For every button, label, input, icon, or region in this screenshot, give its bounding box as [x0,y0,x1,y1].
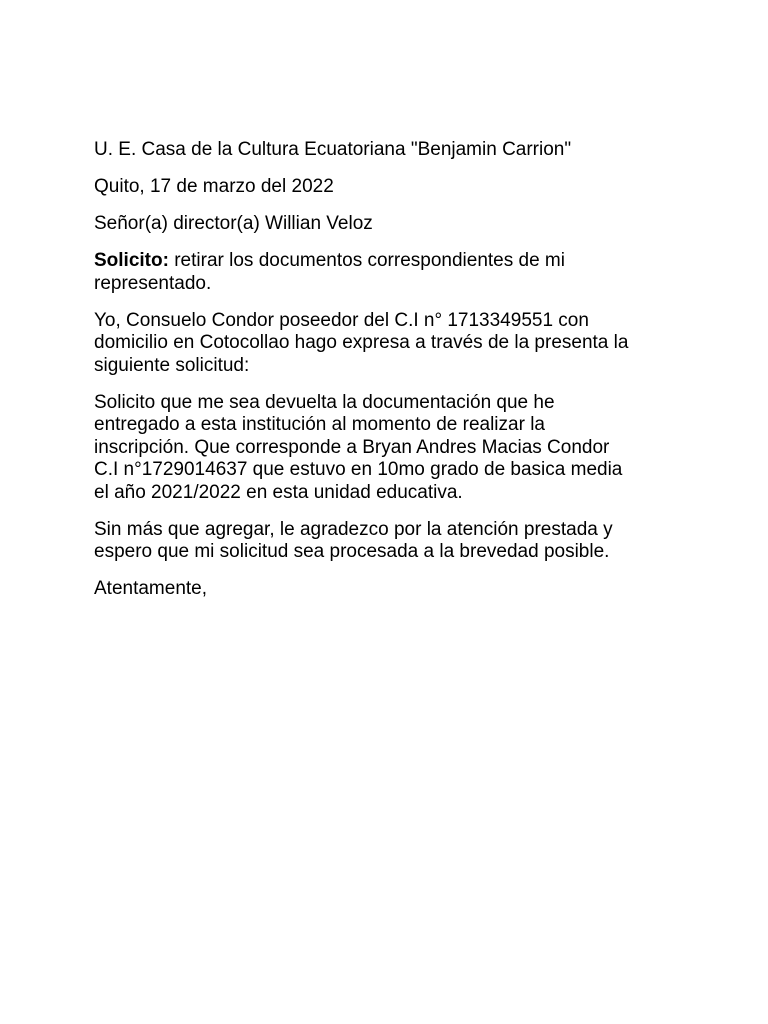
request-line: inscripción. Que corresponde a Bryan Andres Macias Condor [94,436,610,458]
sign-off-line [94,578,694,601]
request-line: C.I n°1729014637 que estuvo en 10mo grado de basica media [94,459,623,480]
addressee: Señor(a) director(a) Willian Veloz [94,213,373,234]
subject-paragraph [94,250,694,295]
intro-line: domicilio en Cotocollao hago expresa a través de la presenta la [94,332,629,353]
closing-line: espero que mi solicitud sea procesada a la brevedad posible. [94,541,610,562]
intro-paragraph [94,310,694,378]
request-line: entregado a esta institución al momento de realizar la [94,414,545,435]
institution-line [94,139,694,162]
place-date: Quito, 17 de marzo del 2022 [94,176,334,197]
place-date-line [94,176,694,199]
letter-body [94,139,694,615]
intro-line: Yo, Consuelo Condor poseedor del C.I n° 1713349551 con [94,309,589,331]
intro-line: siguiente solicitud: [94,354,250,376]
subject-line-2: representado. [94,272,212,294]
subject-text-1: retirar los documentos correspondientes de mi [168,250,565,271]
request-line: Solicito que me sea devuelta la documentación que he [94,391,555,413]
sign-off: Atentamente, [94,578,208,599]
closing-line: Sin más que agregar, le agradezco por la atención prestada y [94,518,613,540]
institution-name: U. E. Casa de la Cultura Ecuatoriana "Benjamin Carrion" [94,139,572,160]
subject-line-1 [94,250,694,273]
closing-paragraph [94,519,694,564]
addressee-line [94,213,694,236]
request-paragraph [94,392,694,505]
request-line: el año 2021/2022 en esta unidad educativa. [94,481,463,503]
subject-label: Solicito: [94,250,169,271]
